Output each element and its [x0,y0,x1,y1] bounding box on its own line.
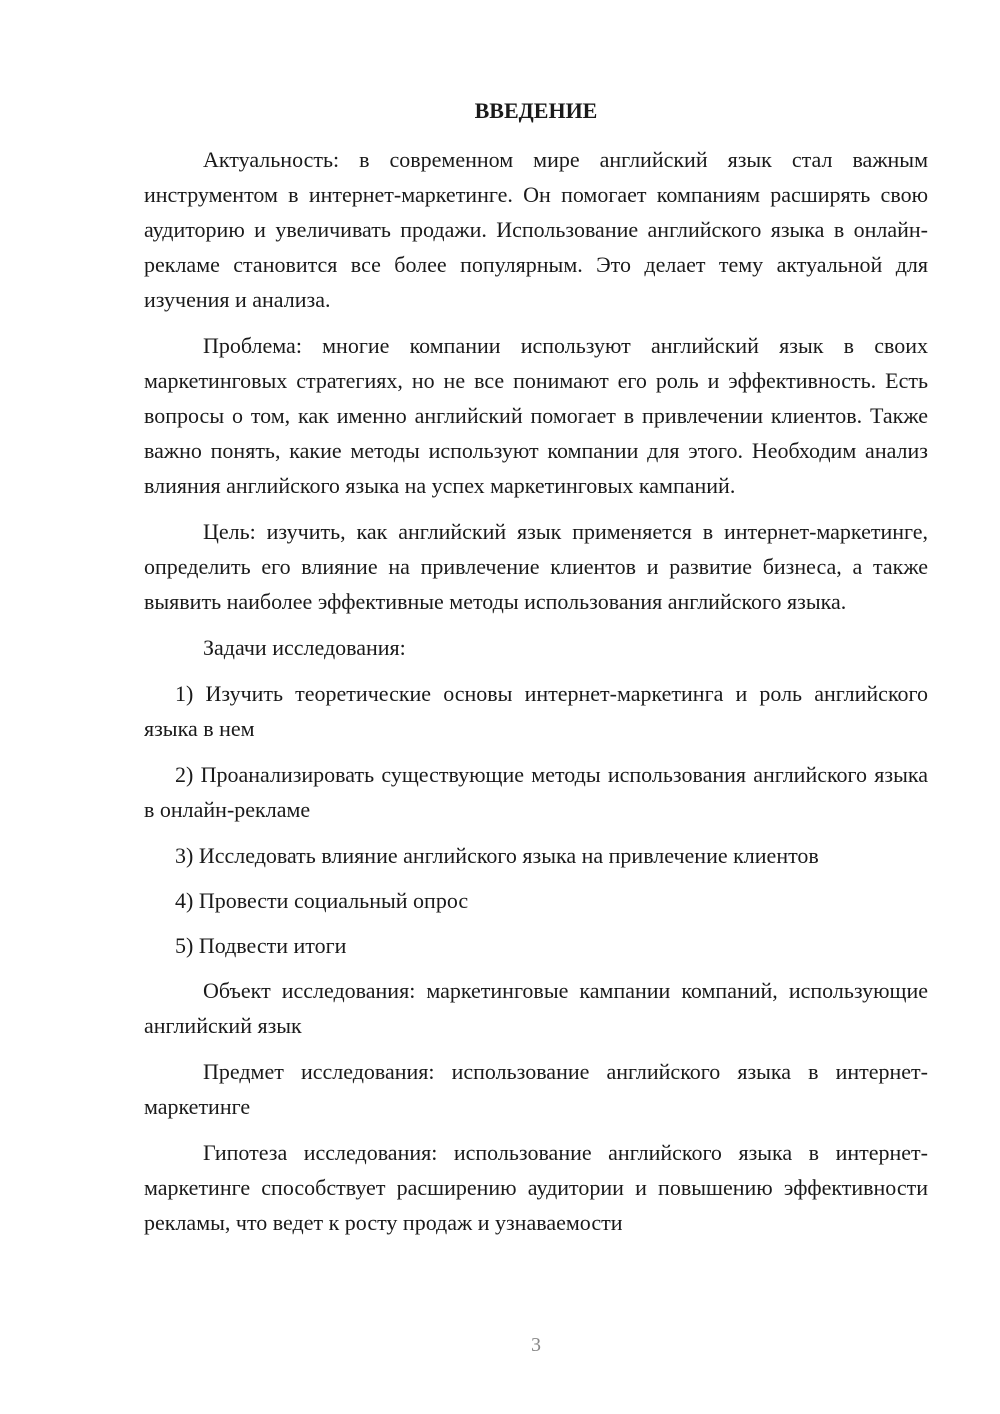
paragraph-subject: Предмет исследования: использование английского языка в интернет-маркетинге [144,1059,928,1119]
page-title: ВВЕДЕНИЕ [474,98,598,123]
task-item: 5) Подвести итоги [175,933,347,958]
paragraph-hypothesis: Гипотеза исследования: использование английского языка в интернет-маркетинге способствует расширению аудитории и повышению эффективности рекламы, что ведет к росту продаж и узнаваемости [144,1140,928,1235]
paragraph-problem: Проблема: многие компании используют английский язык в своих маркетинговых стратегиях, но не все понимают его роль и эффективность. Есть вопросы о том, как именно английский помогает в привлечении клиентов. Также важно понять, какие методы используют компании для этого. Необходим анализ влияния английского языка на успех маркетинговых кампаний. [144,333,928,498]
paragraph-relevance: Актуальность: в современном мире английский язык стал важным инструментом в интернет-маркетинге. Он помогает компаниям расширять свою аудиторию и увеличивать продажи. Использование английского языка в онлайн-рекламе становится все более популярным. Это делает тему актуальной для изучения и анализа. [144,147,928,312]
paragraph-object: Объект исследования: маркетинговые кампании компаний, использующие английский язык [144,978,928,1038]
task-item: 4) Провести социальный опрос [175,888,469,913]
task-item: 2) Проанализировать существующие методы использования английского языка в онлайн-рекламе [144,762,928,822]
document-body [144,142,928,1251]
paragraph-goal: Цель: изучить, как английский язык применяется в интернет-маркетинге, определить его влияние на привлечение клиентов и развитие бизнеса, а также выявить наиболее эффективные методы использования английского языка. [144,519,928,614]
task-item: 1) Изучить теоретические основы интернет-маркетинга и роль английского языка в нем [144,681,928,741]
task-item: 3) Исследовать влияние английского языка на привлечение клиентов [175,843,819,868]
paragraph-tasks-heading: Задачи исследования: [203,635,406,660]
page-number: 3 [531,1334,541,1356]
